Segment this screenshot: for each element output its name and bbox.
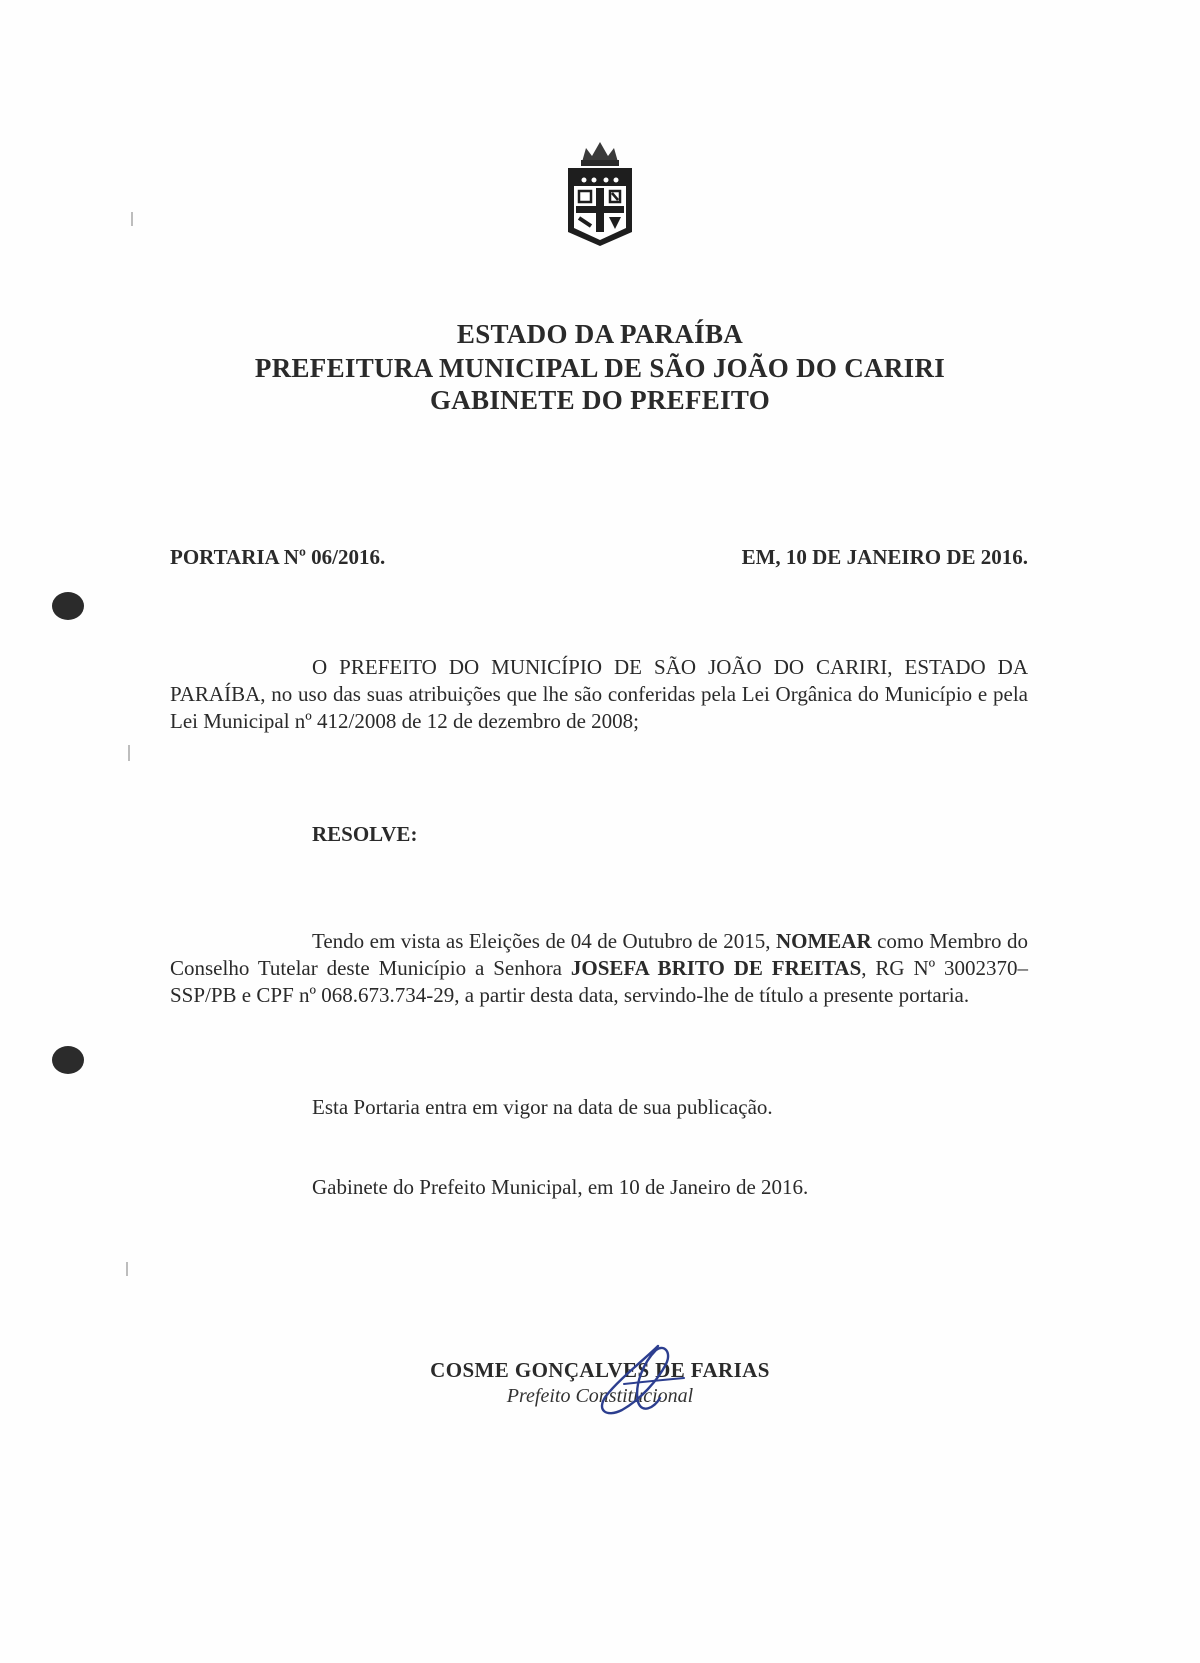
punch-hole bbox=[52, 1046, 84, 1074]
appointment-text-3: , RG Nº 3002370– SSP/PB e CPF nº 068.673.734-29, a partir desta data, servindo-lhe de título a presente portaria. bbox=[170, 956, 1028, 1007]
signer-name: COSME GONÇALVES DE FARIAS bbox=[430, 1358, 770, 1382]
scan-speck bbox=[126, 1262, 128, 1276]
intro-text: O PREFEITO DO MUNICÍPIO DE SÃO JOÃO DO CARIRI, ESTADO DA PARAÍBA, no uso das suas atribuições que lhe são conferidas pela Lei Orgânica do Município e pela Lei Municipal nº 412/2008 de 12 de dezembro de 2008; bbox=[170, 655, 1028, 733]
scan-speck bbox=[131, 212, 133, 226]
portaria-date: EM, 10 DE JANEIRO DE 2016. bbox=[741, 545, 1028, 569]
scan-speck bbox=[128, 745, 130, 761]
resolve-heading: RESOLVE: bbox=[312, 822, 418, 846]
punch-hole bbox=[52, 592, 84, 620]
closing-line: Gabinete do Prefeito Municipal, em 10 de Janeiro de 2016. bbox=[312, 1175, 809, 1199]
intro-paragraph bbox=[170, 654, 1028, 735]
header-state: ESTADO DA PARAÍBA bbox=[456, 319, 744, 349]
appointee-name: JOSEFA BRITO DE FREITAS bbox=[570, 956, 862, 980]
signer-title: Prefeito Constitucional bbox=[506, 1385, 694, 1407]
portaria-number: PORTARIA Nº 06/2016. bbox=[170, 545, 386, 569]
appointment-paragraph bbox=[170, 928, 1028, 1009]
municipal-coat-of-arms-icon bbox=[554, 136, 646, 254]
effective-date-line: Esta Portaria entra em vigor na data de sua publicação. bbox=[312, 1095, 773, 1119]
handwritten-signature bbox=[588, 1340, 698, 1420]
appointment-keyword: NOMEAR bbox=[775, 929, 872, 953]
appointment-text-1: Tendo em vista as Eleições de 04 de Outubro de 2015, bbox=[312, 929, 771, 953]
header-office: GABINETE DO PREFEITO bbox=[429, 385, 771, 415]
appointment-text-2: como Membro do Conselho Tutelar deste Município a Senhora bbox=[170, 929, 1028, 980]
header-municipality: PREFEITURA MUNICIPAL DE SÃO JOÃO DO CARIRI bbox=[254, 353, 946, 383]
